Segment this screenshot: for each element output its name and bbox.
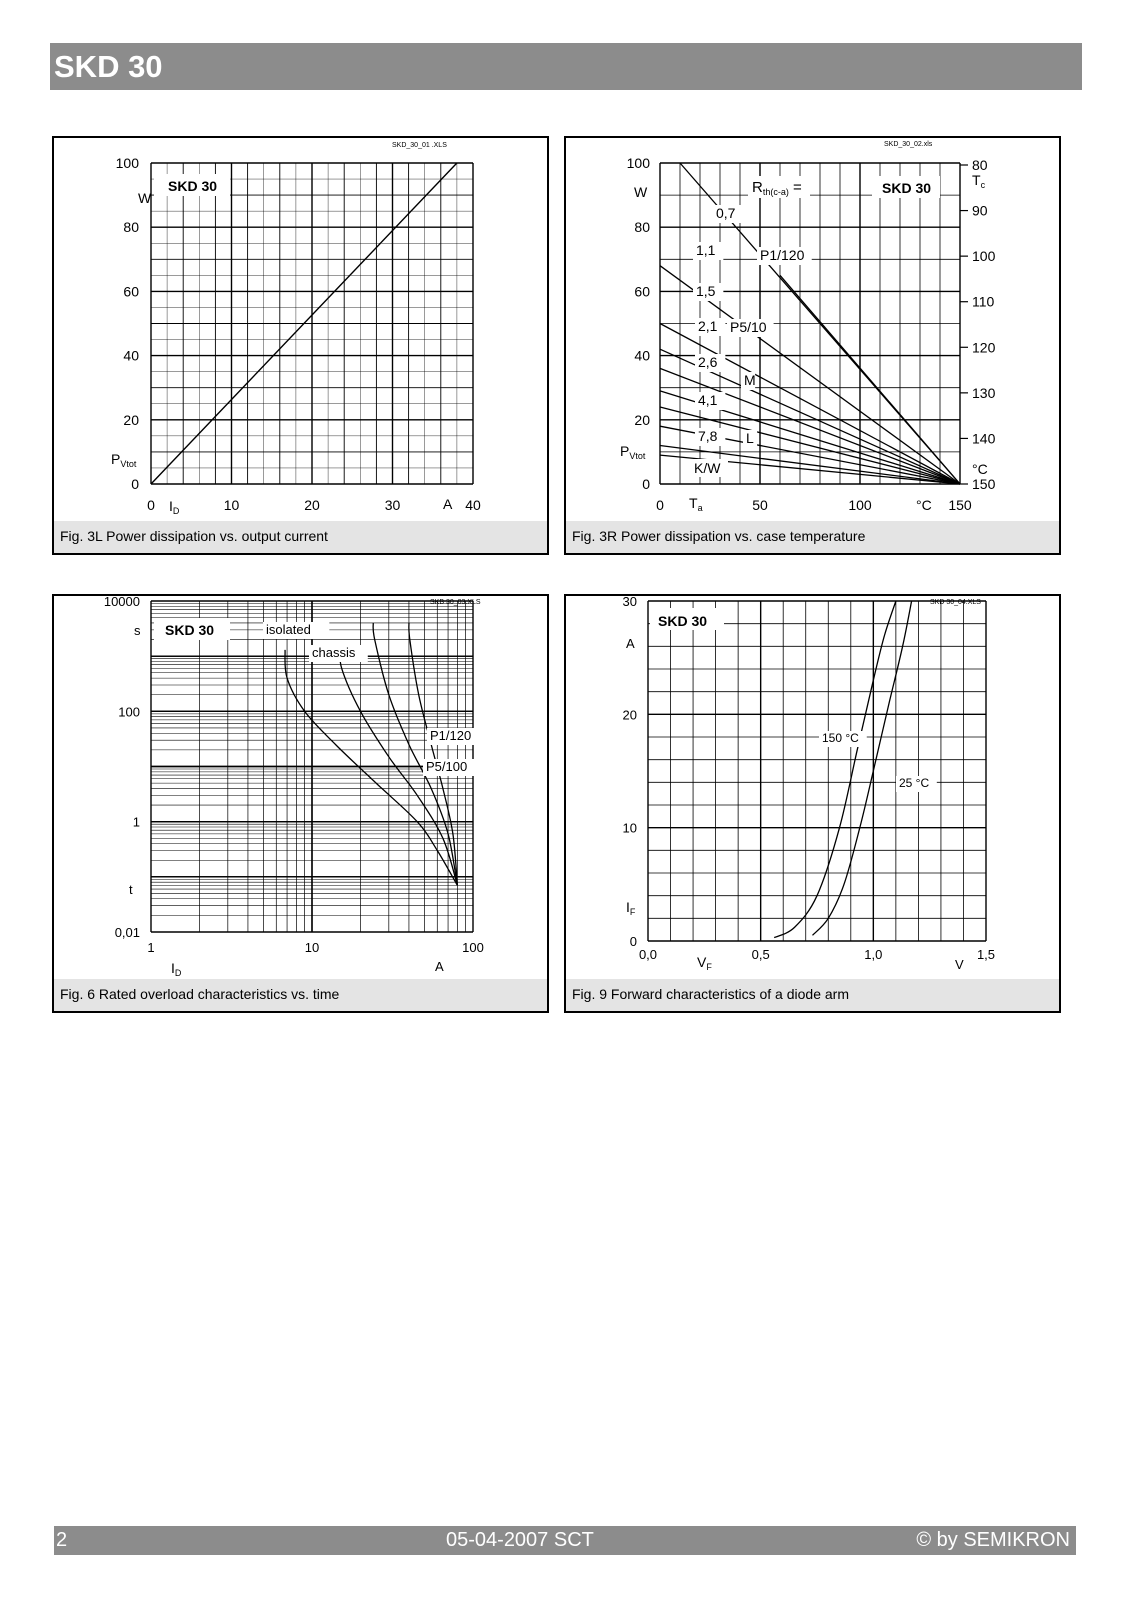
- file-id: SKD 30_04.XLS: [930, 599, 981, 606]
- footer-date: 05-04-2007 SCT: [446, 1529, 594, 1551]
- y-tick-label: 20: [634, 411, 650, 428]
- x-tick-label: 100: [848, 497, 872, 513]
- y-tick-label: 1: [132, 814, 140, 830]
- x-tick-label: 30: [384, 497, 401, 513]
- y-tick-label: 80: [123, 219, 139, 236]
- rth-unit: K/W: [694, 460, 721, 476]
- rth-main: R: [752, 179, 763, 196]
- fig6-curve-labels: [263, 622, 478, 776]
- file-id: SKB 30_03.XLS: [430, 599, 481, 606]
- rth-value-label: 1,1: [696, 242, 716, 258]
- rth-value-label: 2,6: [698, 354, 718, 370]
- series-line: [812, 601, 911, 935]
- rth-eq: =: [788, 179, 802, 196]
- y-tick-label: 100: [118, 704, 140, 720]
- y2-tick-label: 80: [972, 157, 988, 173]
- fig6-series: [285, 623, 457, 885]
- y2-tick-label: 100: [972, 248, 996, 265]
- page-number: 2: [56, 1529, 68, 1551]
- y-tick-label: 80: [634, 219, 650, 236]
- x-unit: °C: [916, 497, 932, 513]
- x-symbol-main: I: [171, 960, 175, 976]
- y-symbol-main: P: [620, 443, 630, 459]
- x-symbol-sub: D: [174, 968, 182, 978]
- y-tick-label: 40: [123, 347, 139, 364]
- x-symbol-sub: F: [706, 962, 712, 972]
- chart-panel-fig6: [52, 594, 549, 1013]
- figure-caption: Fig. 3L Power dissipation vs. output current: [60, 528, 328, 544]
- fig6-chart: [54, 596, 551, 1015]
- figure-caption: Fig. 6 Rated overload characteristics vs. time: [60, 986, 340, 1002]
- y-tick-label: 0: [131, 476, 139, 492]
- x-tick-label: 150: [948, 497, 972, 513]
- y-unit: s: [134, 623, 141, 638]
- x-tick-label: 20: [304, 497, 320, 513]
- fig9-curve-labels: [819, 731, 937, 792]
- chart-label: SKD 30: [165, 622, 215, 638]
- fig3r-chart: [566, 138, 1063, 557]
- y-tick-label: 10: [622, 820, 637, 836]
- x-tick-label: 1: [147, 940, 155, 955]
- x-tick-label: 0: [656, 497, 664, 513]
- rth-sub: th(c-a): [762, 187, 789, 197]
- curve-label: 150 °C: [822, 731, 859, 745]
- heatsink-label: M: [744, 372, 756, 388]
- y-unit: W: [138, 190, 152, 206]
- page-title: SKD 30: [54, 49, 163, 84]
- y-symbol: t: [129, 882, 133, 897]
- series-line: [409, 623, 458, 885]
- x-symbol: [169, 498, 180, 516]
- x-symbol: [697, 954, 712, 972]
- x-unit: A: [435, 959, 444, 974]
- y-symbol: [626, 899, 636, 917]
- chart-panel-fig3l: [52, 136, 549, 555]
- rth-value-label: 0,7: [716, 205, 736, 221]
- file-id: SKD_30_01 .XLS: [392, 142, 447, 149]
- y-symbol: [111, 451, 137, 469]
- x-tick-label: 0,0: [638, 947, 658, 962]
- curve-label: chassis: [312, 645, 356, 660]
- series-line: [373, 623, 457, 885]
- curve-label: P1/120: [430, 728, 472, 743]
- chart-label: SKD 30: [882, 180, 932, 196]
- x-tick-label: 0: [147, 497, 155, 513]
- y2-tick-label: 110: [972, 293, 995, 310]
- y-tick-label: 100: [115, 155, 139, 171]
- y-unit: A: [626, 636, 635, 651]
- y2-symbol-sub: c: [980, 180, 986, 190]
- fig9-grid: [648, 601, 986, 941]
- y-symbol-sub: Vtot: [629, 451, 646, 461]
- fig9-series: [774, 601, 911, 938]
- heatsink-label: P5/10: [730, 319, 767, 335]
- caption-bar: [566, 521, 1059, 553]
- x-tick-label: 10: [223, 497, 240, 513]
- rth-value-label: 2,1: [698, 318, 718, 334]
- y-tick-label: 60: [634, 283, 650, 300]
- y2-tick-label: 140: [972, 430, 996, 447]
- y2-tick-label: 90: [972, 202, 988, 219]
- x-tick-label: 100: [462, 940, 484, 955]
- caption-bar: [566, 979, 1059, 1011]
- x-symbol-main: T: [689, 495, 698, 511]
- series-line: [780, 275, 960, 484]
- chart-panel-fig9: [564, 594, 1061, 1013]
- y2-tick-label: 120: [972, 339, 996, 356]
- x-symbol: [171, 960, 182, 978]
- y-unit: W: [634, 184, 648, 200]
- chart-panel-fig3r: [564, 136, 1061, 555]
- y-tick-label: 20: [123, 411, 139, 428]
- fig3l-chart: [54, 138, 551, 557]
- y-tick-label: 20: [622, 707, 637, 723]
- fig3l-grid: [151, 163, 473, 484]
- y2-unit: °C: [972, 461, 988, 477]
- y-symbol-main: I: [626, 899, 630, 915]
- rth-value-label: 1,5: [696, 283, 716, 299]
- rth-value-label: 4,1: [698, 392, 718, 408]
- y2-symbol-main: T: [972, 172, 981, 188]
- footer-bar: [54, 1526, 1076, 1555]
- x-tick-label: 1,0: [864, 947, 883, 962]
- y-tick-label: 0,01: [114, 925, 140, 940]
- x-symbol-main: I: [169, 498, 173, 514]
- y-tick-label: 60: [123, 283, 139, 300]
- caption-bar: [54, 979, 547, 1011]
- x-tick-label: 0,5: [751, 947, 770, 962]
- x-symbol-sub: D: [172, 506, 180, 516]
- x-tick-label: 1,5: [976, 947, 996, 962]
- fig3r-curve-labels: [693, 205, 812, 448]
- fig9-chart: [566, 596, 1063, 1015]
- chart-label: SKD 30: [658, 613, 708, 629]
- heatsink-label: L: [746, 430, 754, 446]
- y-symbol: [620, 443, 646, 461]
- y-tick-label: 100: [626, 155, 650, 171]
- y-tick-label: 30: [622, 596, 637, 609]
- figure-caption: Fig. 3R Power dissipation vs. case temperature: [572, 528, 866, 544]
- chart-label: SKD 30: [168, 178, 218, 194]
- x-unit: A: [443, 496, 453, 512]
- x-tick-label: 10: [304, 940, 320, 955]
- x-symbol-sub: a: [697, 503, 703, 513]
- series-line: [774, 601, 896, 938]
- y-tick-label: 40: [634, 347, 650, 364]
- y-symbol-sub: Vtot: [120, 459, 137, 469]
- fig9-ticks: [623, 596, 996, 962]
- caption-bar: [54, 521, 547, 553]
- curve-label: P5/100: [426, 759, 468, 774]
- x-symbol: [689, 495, 703, 513]
- y2-symbol: [972, 172, 986, 190]
- curve-label: 25 °C: [899, 776, 930, 790]
- header-bar: [50, 43, 1082, 90]
- x-unit: V: [955, 957, 964, 972]
- heatsink-label: P1/120: [760, 247, 805, 263]
- x-tick-label: 50: [752, 497, 768, 513]
- footer-copyright: © by SEMIKRON: [916, 1529, 1070, 1551]
- curve-label: isolated: [266, 622, 311, 637]
- y2-tick-label: 150: [972, 476, 996, 492]
- y-symbol-main: P: [111, 451, 121, 467]
- figure-caption: Fig. 9 Forward characteristics of a diode arm: [572, 986, 849, 1002]
- fig3l-ticks: [116, 155, 481, 513]
- rth-value-label: 7,8: [698, 428, 718, 444]
- y2-tick-label: 130: [972, 384, 996, 401]
- y-tick-label: 0: [629, 934, 637, 949]
- file-id: SKD_30_02.xls: [884, 141, 933, 148]
- x-tick-label: 40: [465, 497, 481, 513]
- y-symbol-sub: F: [629, 907, 636, 917]
- y-tick-label: 10000: [103, 596, 140, 609]
- y-tick-label: 0: [642, 476, 650, 492]
- x-symbol-main: V: [697, 954, 707, 970]
